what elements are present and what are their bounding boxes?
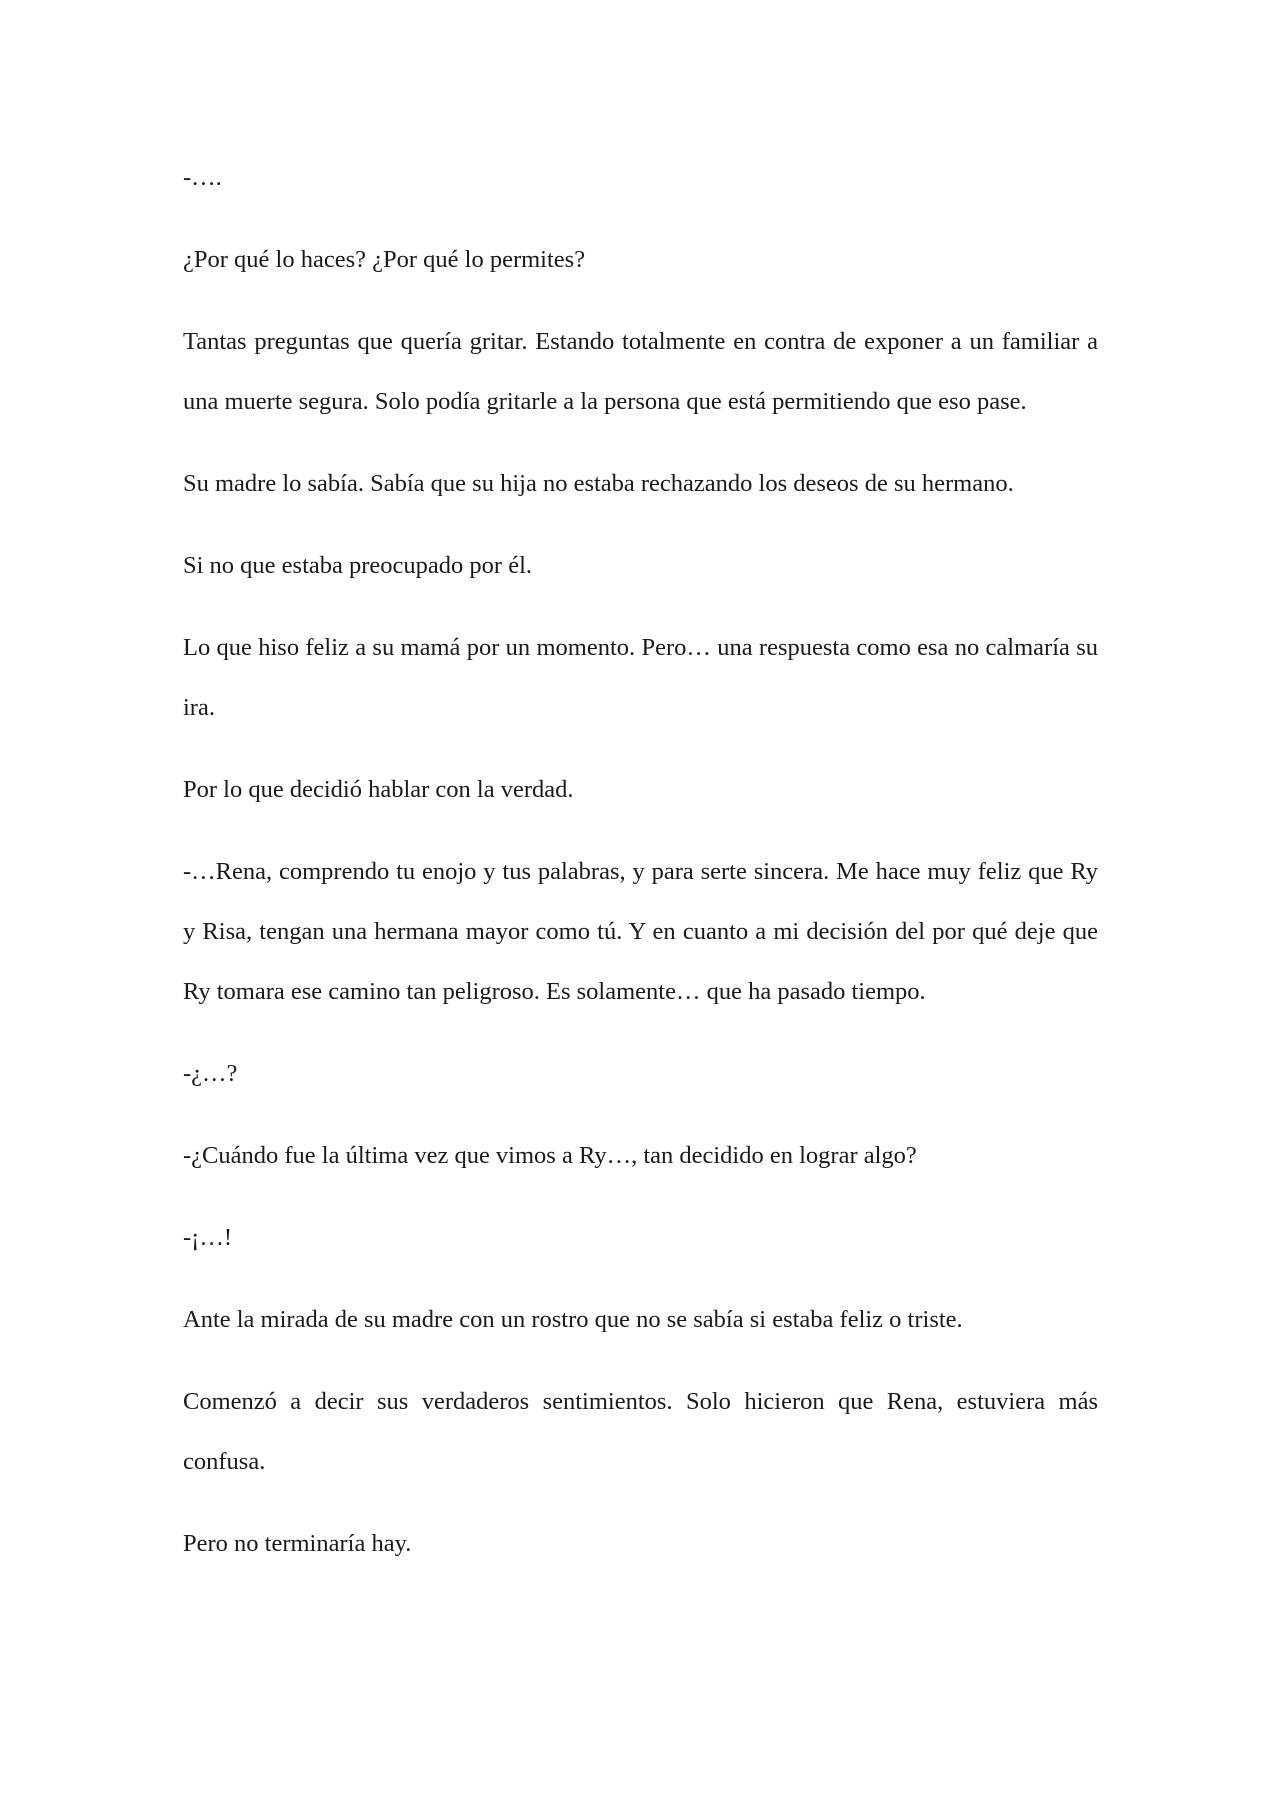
paragraph-14: Pero no terminaría hay. (183, 1530, 412, 1557)
paragraph-11: -¡…! (183, 1224, 232, 1251)
paragraph-12: Ante la mirada de su madre con un rostro que no se sabía si estaba feliz o triste. (183, 1306, 963, 1333)
paragraph-6: Lo que hiso feliz a su mamá por un momento. Pero… una respuesta como esa no calmaría su ira. (183, 634, 1098, 721)
paragraph-7: Por lo que decidió hablar con la verdad. (183, 776, 574, 803)
paragraph-1: -…. (183, 164, 222, 191)
paragraph-13: Comenzó a decir sus verdaderos sentimientos. Solo hicieron que Rena, estuviera más confusa. (183, 1388, 1098, 1475)
paragraph-8: -…Rena, comprendo tu enojo y tus palabras, y para serte sincera. Me hace muy feliz que Ry y Risa, tengan una hermana mayor como tú. Y en cuanto a mi decisión del por qué deje que Ry tomara ese camino tan peligroso. Es solamente… que ha pasado tiempo. (183, 858, 1098, 1005)
paragraph-5: Si no que estaba preocupado por él. (183, 552, 533, 579)
paragraph-3: Tantas preguntas que quería gritar. Estando totalmente en contra de exponer a un familiar a una muerte segura. Solo podía gritarle a la persona que está permitiendo que eso pase. (183, 328, 1098, 415)
paragraph-2: ¿Por qué lo haces? ¿Por qué lo permites? (183, 246, 586, 273)
paragraph-10: -¿Cuándo fue la última vez que vimos a Ry…, tan decidido en lograr algo? (183, 1142, 917, 1169)
paragraph-4: Su madre lo sabía. Sabía que su hija no estaba rechazando los deseos de su hermano. (183, 470, 1014, 497)
paragraph-9: -¿…? (183, 1060, 238, 1087)
body-text (183, 148, 1098, 1596)
